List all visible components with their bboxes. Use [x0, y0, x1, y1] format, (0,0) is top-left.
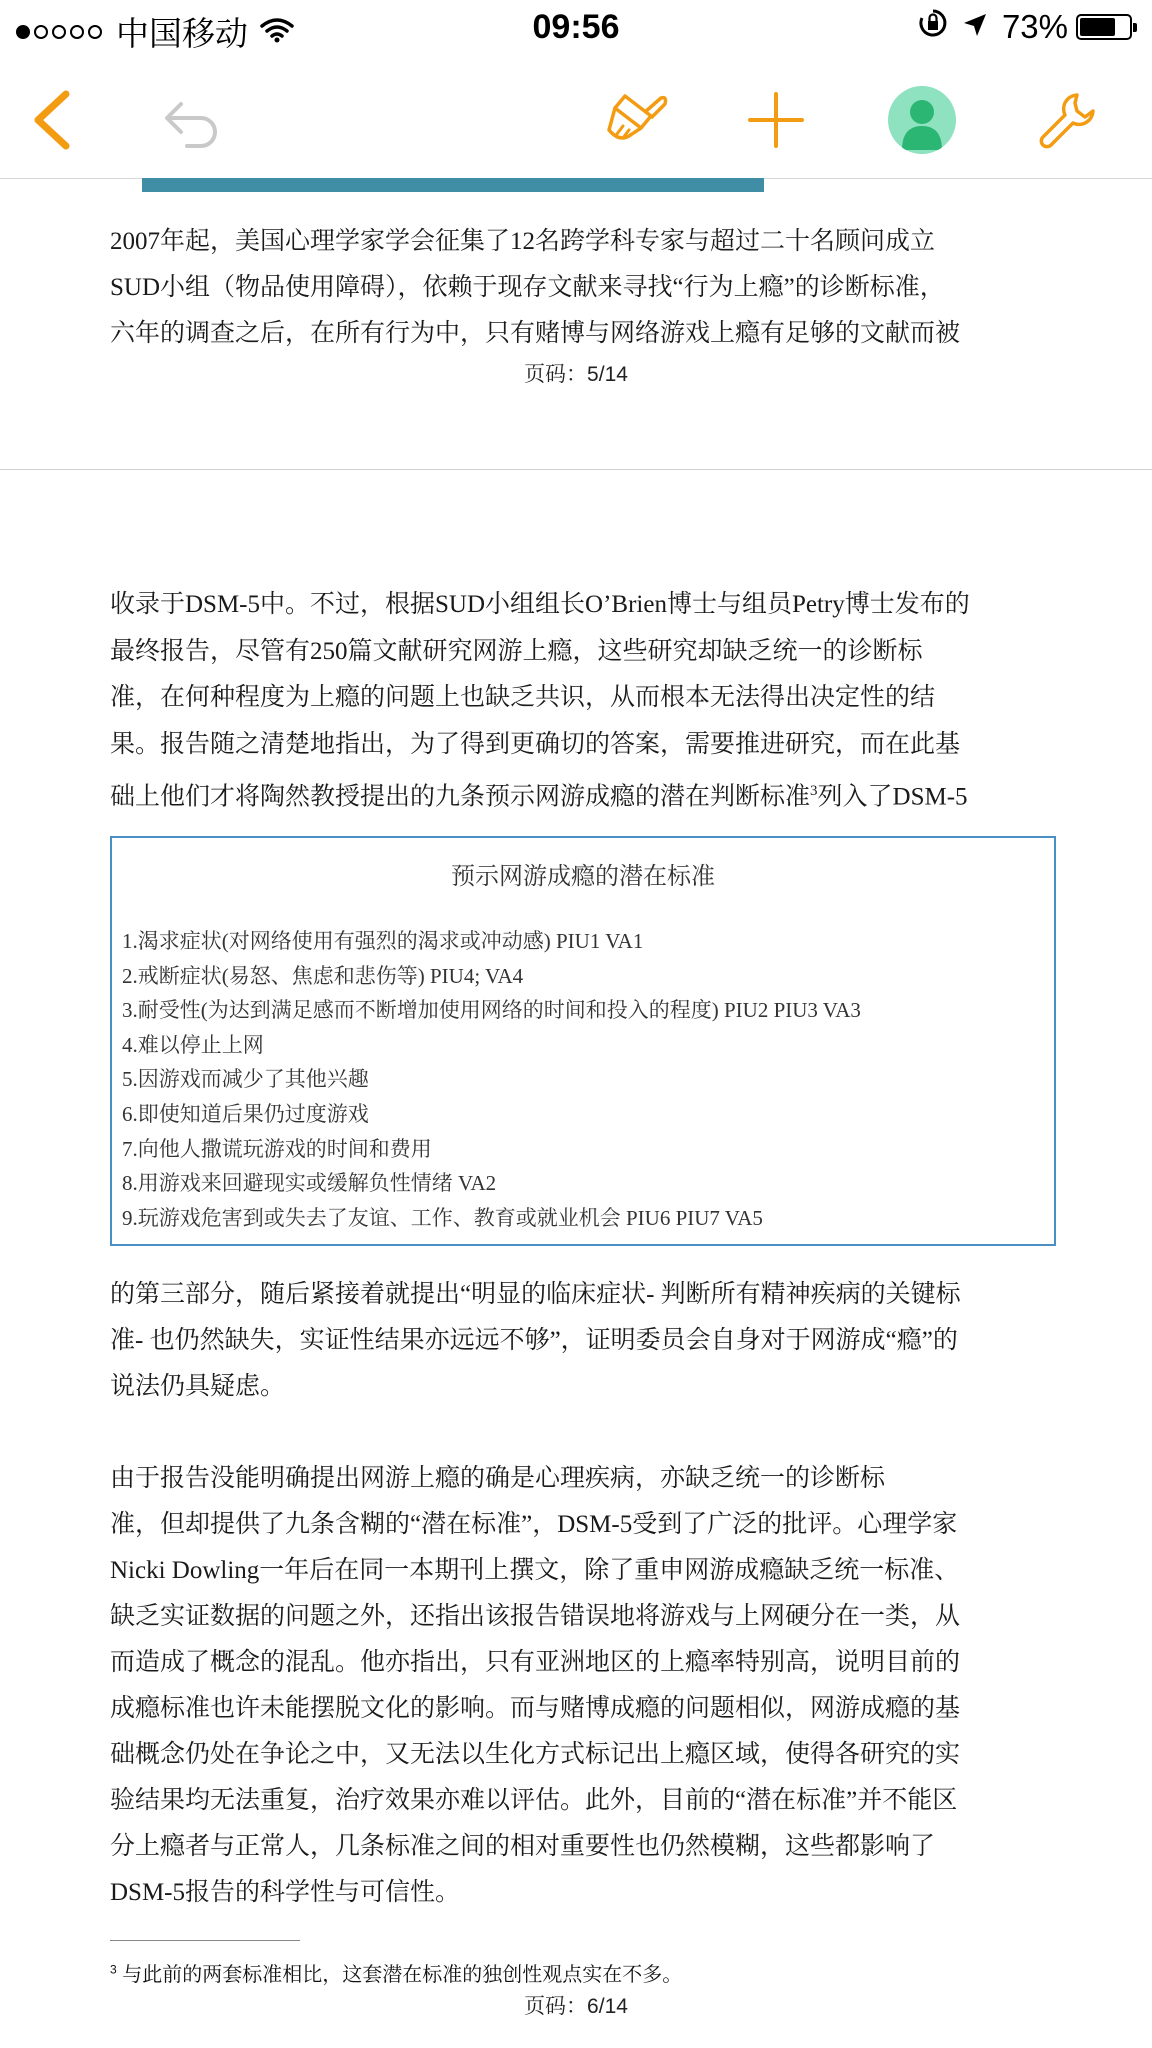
plus-icon [746, 90, 806, 150]
brush-button[interactable] [600, 82, 676, 158]
criteria-item: 3.耐受性(为达到满足感而不断增加使用网络的时间和投入的程度) PIU2 PIU3 VA3 [122, 998, 861, 1023]
add-button[interactable] [738, 82, 814, 158]
page-header-banner [142, 178, 764, 192]
page-number-6: 页码：6/14 [524, 1995, 628, 2018]
criteria-title: 预示网游成瘾的潜在标准 [451, 864, 715, 890]
criteria-item: 6.即使知道后果仍过度游戏 [122, 1101, 369, 1126]
page6-para3-text: 由于报告没能明确提出网游上瘾的确是心理疾病，亦缺乏统一的诊断标 准，但却提供了九条含糊的“潜在标准”，DSM-5受到了广泛的批评。心理学家 Nicki Dowling一年后在同一本期刊上撰文，除了重申网游成瘾缺乏统一标准、 缺乏实证数据的问题之外，还指出该报告错误地将游戏与上网硬分在一类，从 而造成了概念的混乱。他亦指出，只有亚洲地区的上瘾率特别高，说明目前的 成瘾标准也许未能摆脱文化的影响。而与赌博成瘾的问题相似，网游成瘾的基 础概念仍处在争论之中，又无法以生化方式标记出上瘾区域，使得各研究的实 验结果均无法重复，治疗效果亦难以评估。此外，目前的“潜在标准”并不能区 分上瘾者与正常人，几条标准之间的相对重要性也仍然模糊，这些都影响了 DSM-5报告的科学性与可信性。 [110, 1465, 961, 1906]
brush-icon [605, 90, 671, 150]
criteria-item: 9.玩游戏危害到或失去了友谊、工作、教育或就业机会 PIU6 PIU7 VA5 [122, 1205, 763, 1230]
settings-button[interactable] [1030, 82, 1106, 158]
location-icon [962, 8, 988, 46]
page6-paragraph-3 [110, 1456, 1048, 1916]
undo-icon [155, 92, 221, 148]
page6-para1-end: 列入了DSM-5 [817, 783, 968, 811]
page5-body [110, 219, 1048, 357]
clock: 09:56 [532, 8, 620, 46]
criteria-item: 4.难以停止上网 [122, 1032, 264, 1057]
page6-paragraph-2 [110, 1272, 1048, 1410]
page6-para2-text: 的第三部分，随后紧接着就提出“明显的临床症状- 判断所有精神疾病的关键标 准- 也仍然缺失，实证性结果亦远远不够”，证明委员会自身对于网游成“瘾”的 说法仍具疑虑。 [110, 1281, 961, 1400]
back-button[interactable] [14, 82, 90, 158]
battery-icon [1076, 14, 1132, 40]
page6-para1-text: 收录于DSM-5中。不过，根据SUD小组组长O’Brien博士与组员Petry博士发布的 最终报告，尽管有250篇文献研究网游上瘾，这些研究却缺乏统一的诊断标 准，在何种程度为上瘾的问题上也缺乏共识，从而根本无法得出决定性的结 果。报告随之清楚地指出，为了得到更确切的答案，需要推进研究，而在此基 础上他们才将陶然教授提出的九条预示网游成瘾的潜在判断标准 [110, 591, 970, 811]
footnote-text: 与此前的两套标准相比，这套潜在标准的独创性观点实在不多。 [116, 1964, 683, 1986]
undo-button[interactable] [150, 82, 226, 158]
page-number-5: 页码：5/14 [524, 363, 628, 386]
criteria-item: 2.戒断症状(易怒、焦虑和悲伤等) PIU4; VA4 [122, 963, 524, 988]
criteria-box [110, 836, 1056, 1246]
footnote-ref[interactable]: 3 [810, 783, 818, 799]
criteria-list [122, 924, 861, 1235]
criteria-item: 7.向他人撒谎玩游戏的时间和费用 [122, 1136, 432, 1161]
battery-percent: 73% [1001, 8, 1068, 45]
criteria-item: 8.用游戏来回避现实或缓解负性情绪 VA2 [122, 1171, 497, 1196]
rotation-lock-icon [918, 8, 948, 46]
footnote-divider [110, 1940, 300, 1941]
avatar[interactable] [888, 86, 956, 154]
page6-paragraph-1 [110, 582, 1048, 821]
footnote-mark: 3 [110, 1962, 117, 1977]
page-separator [0, 469, 1152, 470]
wrench-icon [1037, 89, 1099, 151]
status-bar [0, 0, 1152, 60]
criteria-item: 1.渴求症状(对网络使用有强烈的渴求或冲动感) PIU1 VA1 [122, 929, 644, 953]
toolbar [0, 60, 1152, 179]
page5-paragraph: 2007年起，美国心理学家学会征集了12名跨学科专家与超过二十名顾问成立 SUD小组（物品使用障碍），依赖于现存文献来寻找“行为上瘾”的诊断标准， 六年的调查之后，在所有行为中，只有赌博与网络游戏上瘾有足够的文献而被 [110, 228, 961, 347]
criteria-item: 5.因游戏而减少了其他兴趣 [122, 1067, 369, 1092]
footnote [110, 1958, 682, 1987]
carrier-label: 中国移动 [116, 15, 248, 52]
back-chevron-icon [30, 90, 74, 150]
status-right [918, 8, 1132, 46]
avatar-icon [888, 86, 956, 154]
